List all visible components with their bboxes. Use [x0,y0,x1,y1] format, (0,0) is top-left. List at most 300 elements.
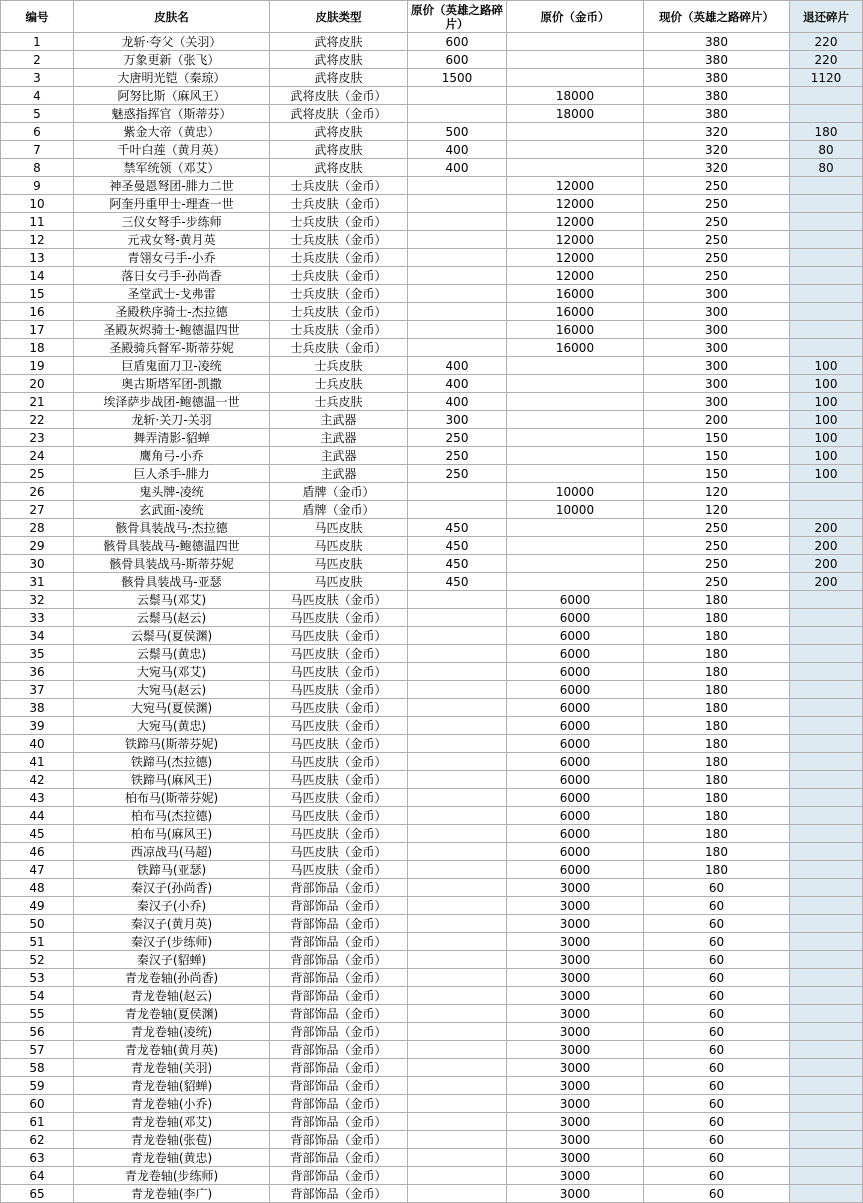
cell-current-fragments: 60 [644,1149,790,1167]
cell-original-fragments: 400 [408,375,507,393]
cell-id: 16 [1,303,74,321]
cell-current-fragments: 300 [644,303,790,321]
header-skin-type: 皮肤类型 [270,1,408,33]
table-row [1,123,863,141]
cell-skin-type: 武将皮肤 [270,141,408,159]
cell-current-fragments: 60 [644,915,790,933]
cell-original-gold: 6000 [507,681,644,699]
cell-current-fragments: 180 [644,753,790,771]
cell-original-gold: 12000 [507,267,644,285]
cell-skin-name: 大宛马(黄忠) [74,717,270,735]
cell-id: 1 [1,33,74,51]
cell-current-fragments: 300 [644,321,790,339]
cell-id: 2 [1,51,74,69]
cell-skin-name: 云鬃马(邓艾) [74,591,270,609]
cell-refund-fragments [790,987,863,1005]
cell-original-gold: 3000 [507,897,644,915]
cell-skin-type: 士兵皮肤（金币） [270,231,408,249]
cell-skin-name: 青龙卷轴(凌统) [74,1023,270,1041]
table-row [1,483,863,501]
header-original-price-fragments: 原价（英雄之路碎片） [408,1,507,33]
cell-original-gold [507,393,644,411]
cell-skin-type: 士兵皮肤（金币） [270,267,408,285]
cell-current-fragments: 300 [644,375,790,393]
cell-original-gold [507,33,644,51]
table-row [1,699,863,717]
cell-original-gold [507,69,644,87]
cell-refund-fragments [790,249,863,267]
cell-original-gold [507,51,644,69]
cell-id: 4 [1,87,74,105]
cell-id: 24 [1,447,74,465]
cell-original-gold: 3000 [507,1023,644,1041]
cell-refund-fragments [790,303,863,321]
cell-id: 65 [1,1185,74,1203]
cell-original-fragments: 250 [408,447,507,465]
cell-skin-name: 青龙卷轴(李广) [74,1185,270,1203]
cell-id: 39 [1,717,74,735]
cell-original-fragments [408,1185,507,1203]
cell-id: 56 [1,1023,74,1041]
cell-skin-type: 武将皮肤 [270,51,408,69]
table-row [1,843,863,861]
cell-skin-name: 舞弄清影-貂蝉 [74,429,270,447]
cell-refund-fragments: 100 [790,357,863,375]
cell-refund-fragments [790,195,863,213]
table-row [1,645,863,663]
table-row [1,285,863,303]
cell-current-fragments: 250 [644,195,790,213]
cell-refund-fragments: 200 [790,573,863,591]
table-row [1,393,863,411]
cell-original-gold: 16000 [507,303,644,321]
cell-refund-fragments: 200 [790,537,863,555]
cell-skin-name: 禁军统领（邓艾） [74,159,270,177]
cell-refund-fragments [790,717,863,735]
cell-refund-fragments [790,897,863,915]
cell-refund-fragments [790,1113,863,1131]
cell-original-fragments: 600 [408,51,507,69]
cell-skin-name: 骸骨具装战马-杰拉德 [74,519,270,537]
cell-skin-type: 马匹皮肤（金币） [270,735,408,753]
cell-skin-name: 柏布马(麻风王) [74,825,270,843]
cell-refund-fragments: 100 [790,375,863,393]
cell-original-fragments [408,339,507,357]
cell-refund-fragments: 200 [790,519,863,537]
cell-id: 26 [1,483,74,501]
cell-original-gold: 3000 [507,915,644,933]
cell-skin-name: 青龙卷轴(夏侯渊) [74,1005,270,1023]
cell-skin-name: 千叶白莲（黄月英） [74,141,270,159]
cell-skin-type: 背部饰品（金币） [270,1059,408,1077]
cell-skin-type: 士兵皮肤（金币） [270,177,408,195]
cell-id: 28 [1,519,74,537]
table-row [1,33,863,51]
table-row [1,825,863,843]
cell-original-fragments [408,105,507,123]
table-row [1,159,863,177]
cell-original-gold [507,429,644,447]
cell-original-fragments [408,1095,507,1113]
cell-skin-type: 背部饰品（金币） [270,915,408,933]
table-row [1,303,863,321]
cell-skin-type: 马匹皮肤 [270,573,408,591]
cell-skin-type: 马匹皮肤（金币） [270,717,408,735]
cell-refund-fragments [790,951,863,969]
cell-original-fragments [408,609,507,627]
cell-original-fragments [408,195,507,213]
cell-refund-fragments: 180 [790,123,863,141]
cell-current-fragments: 60 [644,969,790,987]
cell-current-fragments: 300 [644,285,790,303]
cell-skin-name: 青龙卷轴(赵云) [74,987,270,1005]
table-row [1,1167,863,1185]
cell-original-fragments [408,969,507,987]
table-row [1,1185,863,1203]
cell-current-fragments: 250 [644,213,790,231]
table-row [1,1077,863,1095]
table-row [1,249,863,267]
cell-refund-fragments [790,663,863,681]
cell-original-gold: 6000 [507,663,644,681]
cell-refund-fragments [790,1167,863,1185]
cell-skin-type: 士兵皮肤（金币） [270,321,408,339]
cell-original-gold: 3000 [507,1059,644,1077]
cell-current-fragments: 180 [644,645,790,663]
cell-refund-fragments [790,1059,863,1077]
cell-refund-fragments [790,321,863,339]
table-row [1,429,863,447]
cell-skin-type: 背部饰品（金币） [270,969,408,987]
cell-original-fragments [408,1005,507,1023]
cell-original-gold [507,555,644,573]
cell-original-fragments: 450 [408,573,507,591]
cell-original-gold [507,537,644,555]
cell-original-gold: 3000 [507,1131,644,1149]
cell-refund-fragments [790,645,863,663]
cell-id: 54 [1,987,74,1005]
cell-current-fragments: 120 [644,501,790,519]
cell-current-fragments: 150 [644,447,790,465]
cell-current-fragments: 300 [644,357,790,375]
cell-id: 50 [1,915,74,933]
cell-id: 41 [1,753,74,771]
cell-refund-fragments [790,1077,863,1095]
cell-refund-fragments [790,699,863,717]
cell-skin-type: 背部饰品（金币） [270,879,408,897]
cell-refund-fragments [790,213,863,231]
cell-original-fragments: 300 [408,411,507,429]
cell-current-fragments: 180 [644,591,790,609]
cell-id: 32 [1,591,74,609]
cell-original-gold: 18000 [507,105,644,123]
cell-current-fragments: 180 [644,681,790,699]
table-body [1,33,863,1203]
cell-skin-type: 马匹皮肤（金币） [270,663,408,681]
cell-original-fragments: 1500 [408,69,507,87]
table-row [1,1095,863,1113]
table-row [1,1131,863,1149]
cell-id: 10 [1,195,74,213]
cell-id: 8 [1,159,74,177]
cell-skin-name: 三仪女弩手-步练师 [74,213,270,231]
cell-refund-fragments: 100 [790,411,863,429]
cell-id: 40 [1,735,74,753]
cell-current-fragments: 150 [644,465,790,483]
cell-skin-name: 青翎女弓手-小乔 [74,249,270,267]
cell-original-gold: 3000 [507,1167,644,1185]
cell-original-gold [507,465,644,483]
cell-original-gold: 6000 [507,843,644,861]
cell-id: 33 [1,609,74,627]
cell-original-gold: 16000 [507,285,644,303]
cell-id: 37 [1,681,74,699]
cell-original-fragments [408,627,507,645]
cell-original-fragments [408,645,507,663]
header-skin-name: 皮肤名 [74,1,270,33]
cell-skin-name: 秦汉子(步练师) [74,933,270,951]
cell-refund-fragments: 100 [790,465,863,483]
cell-skin-type: 主武器 [270,429,408,447]
cell-skin-name: 云鬃马(黄忠) [74,645,270,663]
cell-refund-fragments: 80 [790,141,863,159]
cell-refund-fragments: 220 [790,51,863,69]
cell-id: 47 [1,861,74,879]
cell-current-fragments: 60 [644,1131,790,1149]
table-row [1,1041,863,1059]
cell-original-gold: 6000 [507,861,644,879]
header-refund-fragments: 退还碎片 [790,1,863,33]
cell-original-gold: 3000 [507,1095,644,1113]
cell-current-fragments: 180 [644,861,790,879]
cell-skin-type: 马匹皮肤（金币） [270,591,408,609]
cell-current-fragments: 60 [644,1185,790,1203]
cell-refund-fragments [790,285,863,303]
cell-current-fragments: 250 [644,537,790,555]
cell-original-fragments [408,303,507,321]
cell-skin-type: 背部饰品（金币） [270,987,408,1005]
cell-original-fragments [408,267,507,285]
cell-skin-name: 青龙卷轴(邓艾) [74,1113,270,1131]
cell-id: 14 [1,267,74,285]
cell-skin-name: 巨人杀手-腓力 [74,465,270,483]
cell-original-gold: 6000 [507,771,644,789]
cell-refund-fragments [790,915,863,933]
cell-original-fragments: 250 [408,465,507,483]
cell-refund-fragments [790,105,863,123]
cell-id: 52 [1,951,74,969]
cell-id: 43 [1,789,74,807]
table-row [1,879,863,897]
cell-original-fragments: 450 [408,519,507,537]
cell-original-gold: 6000 [507,591,644,609]
table-row [1,771,863,789]
cell-skin-type: 士兵皮肤（金币） [270,285,408,303]
table-row [1,411,863,429]
cell-skin-type: 武将皮肤 [270,123,408,141]
table-row [1,717,863,735]
cell-original-fragments [408,1131,507,1149]
cell-current-fragments: 380 [644,51,790,69]
cell-id: 57 [1,1041,74,1059]
cell-current-fragments: 60 [644,1113,790,1131]
cell-skin-name: 阿奎丹重甲士-理查一世 [74,195,270,213]
cell-skin-type: 背部饰品（金币） [270,1023,408,1041]
cell-skin-name: 紫金大帝（黄忠） [74,123,270,141]
cell-id: 22 [1,411,74,429]
cell-skin-type: 马匹皮肤（金币） [270,861,408,879]
table-row [1,591,863,609]
cell-original-fragments [408,285,507,303]
cell-original-fragments [408,1113,507,1131]
cell-original-gold [507,519,644,537]
cell-id: 55 [1,1005,74,1023]
cell-id: 42 [1,771,74,789]
cell-skin-type: 背部饰品（金币） [270,933,408,951]
cell-id: 17 [1,321,74,339]
cell-skin-type: 马匹皮肤 [270,519,408,537]
cell-original-fragments [408,807,507,825]
cell-id: 59 [1,1077,74,1095]
cell-skin-type: 马匹皮肤 [270,555,408,573]
cell-current-fragments: 180 [644,735,790,753]
table-row [1,519,863,537]
cell-skin-name: 阿努比斯（麻风王） [74,87,270,105]
cell-skin-name: 青龙卷轴(关羽) [74,1059,270,1077]
table-row [1,501,863,519]
cell-skin-type: 背部饰品（金币） [270,897,408,915]
table-row [1,375,863,393]
cell-skin-type: 马匹皮肤（金币） [270,771,408,789]
header-id: 编号 [1,1,74,33]
cell-original-fragments [408,951,507,969]
cell-current-fragments: 250 [644,177,790,195]
cell-id: 53 [1,969,74,987]
cell-original-fragments [408,699,507,717]
cell-id: 31 [1,573,74,591]
table-row [1,231,863,249]
cell-current-fragments: 320 [644,141,790,159]
cell-refund-fragments [790,861,863,879]
cell-original-fragments [408,861,507,879]
cell-skin-name: 奥古斯塔军团-凯撒 [74,375,270,393]
cell-skin-type: 盾牌（金币） [270,501,408,519]
table-row [1,339,863,357]
cell-skin-name: 圣殿骑兵督军-斯蒂芬妮 [74,339,270,357]
cell-current-fragments: 180 [644,771,790,789]
table-row [1,915,863,933]
cell-id: 45 [1,825,74,843]
cell-skin-type: 士兵皮肤（金币） [270,303,408,321]
cell-skin-name: 铁蹄马(麻风王) [74,771,270,789]
cell-id: 63 [1,1149,74,1167]
cell-refund-fragments: 1120 [790,69,863,87]
table-row [1,663,863,681]
cell-skin-type: 武将皮肤 [270,159,408,177]
table-row [1,735,863,753]
cell-current-fragments: 60 [644,933,790,951]
cell-refund-fragments [790,969,863,987]
cell-original-gold: 3000 [507,879,644,897]
cell-original-fragments [408,591,507,609]
cell-id: 5 [1,105,74,123]
cell-skin-type: 武将皮肤 [270,69,408,87]
cell-skin-name: 骸骨具装战马-亚瑟 [74,573,270,591]
cell-original-fragments [408,897,507,915]
cell-skin-type: 士兵皮肤（金币） [270,195,408,213]
cell-id: 64 [1,1167,74,1185]
table-row [1,1059,863,1077]
cell-skin-name: 万象更新（张飞） [74,51,270,69]
cell-original-gold: 6000 [507,609,644,627]
cell-skin-type: 背部饰品（金币） [270,1113,408,1131]
cell-skin-type: 士兵皮肤 [270,357,408,375]
table-row [1,555,863,573]
cell-refund-fragments: 80 [790,159,863,177]
cell-original-fragments [408,1059,507,1077]
cell-current-fragments: 60 [644,1059,790,1077]
cell-current-fragments: 180 [644,627,790,645]
cell-original-fragments [408,933,507,951]
cell-original-gold: 16000 [507,339,644,357]
cell-refund-fragments [790,735,863,753]
cell-original-fragments [408,987,507,1005]
cell-skin-name: 秦汉子(貂蝉) [74,951,270,969]
cell-skin-name: 青龙卷轴(张苞) [74,1131,270,1149]
cell-original-gold: 16000 [507,321,644,339]
cell-refund-fragments [790,231,863,249]
cell-skin-name: 鹰角弓-小乔 [74,447,270,465]
cell-refund-fragments [790,789,863,807]
cell-original-fragments [408,1077,507,1095]
cell-refund-fragments [790,591,863,609]
cell-skin-type: 马匹皮肤（金币） [270,681,408,699]
cell-skin-name: 大宛马(赵云) [74,681,270,699]
cell-original-gold: 12000 [507,195,644,213]
cell-id: 27 [1,501,74,519]
cell-id: 6 [1,123,74,141]
cell-original-gold: 6000 [507,807,644,825]
cell-skin-type: 背部饰品（金币） [270,1077,408,1095]
table-row [1,951,863,969]
cell-original-fragments: 600 [408,33,507,51]
cell-original-fragments: 450 [408,537,507,555]
table-row [1,357,863,375]
cell-original-gold: 3000 [507,1077,644,1095]
cell-original-gold: 6000 [507,699,644,717]
table-row [1,861,863,879]
cell-original-gold [507,573,644,591]
cell-skin-name: 云鬃马(夏侯渊) [74,627,270,645]
cell-current-fragments: 250 [644,573,790,591]
cell-original-fragments [408,663,507,681]
cell-id: 35 [1,645,74,663]
cell-original-gold: 12000 [507,249,644,267]
cell-original-fragments [408,681,507,699]
cell-refund-fragments [790,1185,863,1203]
cell-original-gold: 3000 [507,951,644,969]
cell-id: 38 [1,699,74,717]
cell-id: 12 [1,231,74,249]
cell-original-gold: 12000 [507,177,644,195]
cell-current-fragments: 180 [644,825,790,843]
cell-skin-type: 士兵皮肤（金币） [270,249,408,267]
table-row [1,537,863,555]
cell-original-gold: 3000 [507,969,644,987]
cell-current-fragments: 180 [644,717,790,735]
table-row [1,267,863,285]
table-row [1,573,863,591]
